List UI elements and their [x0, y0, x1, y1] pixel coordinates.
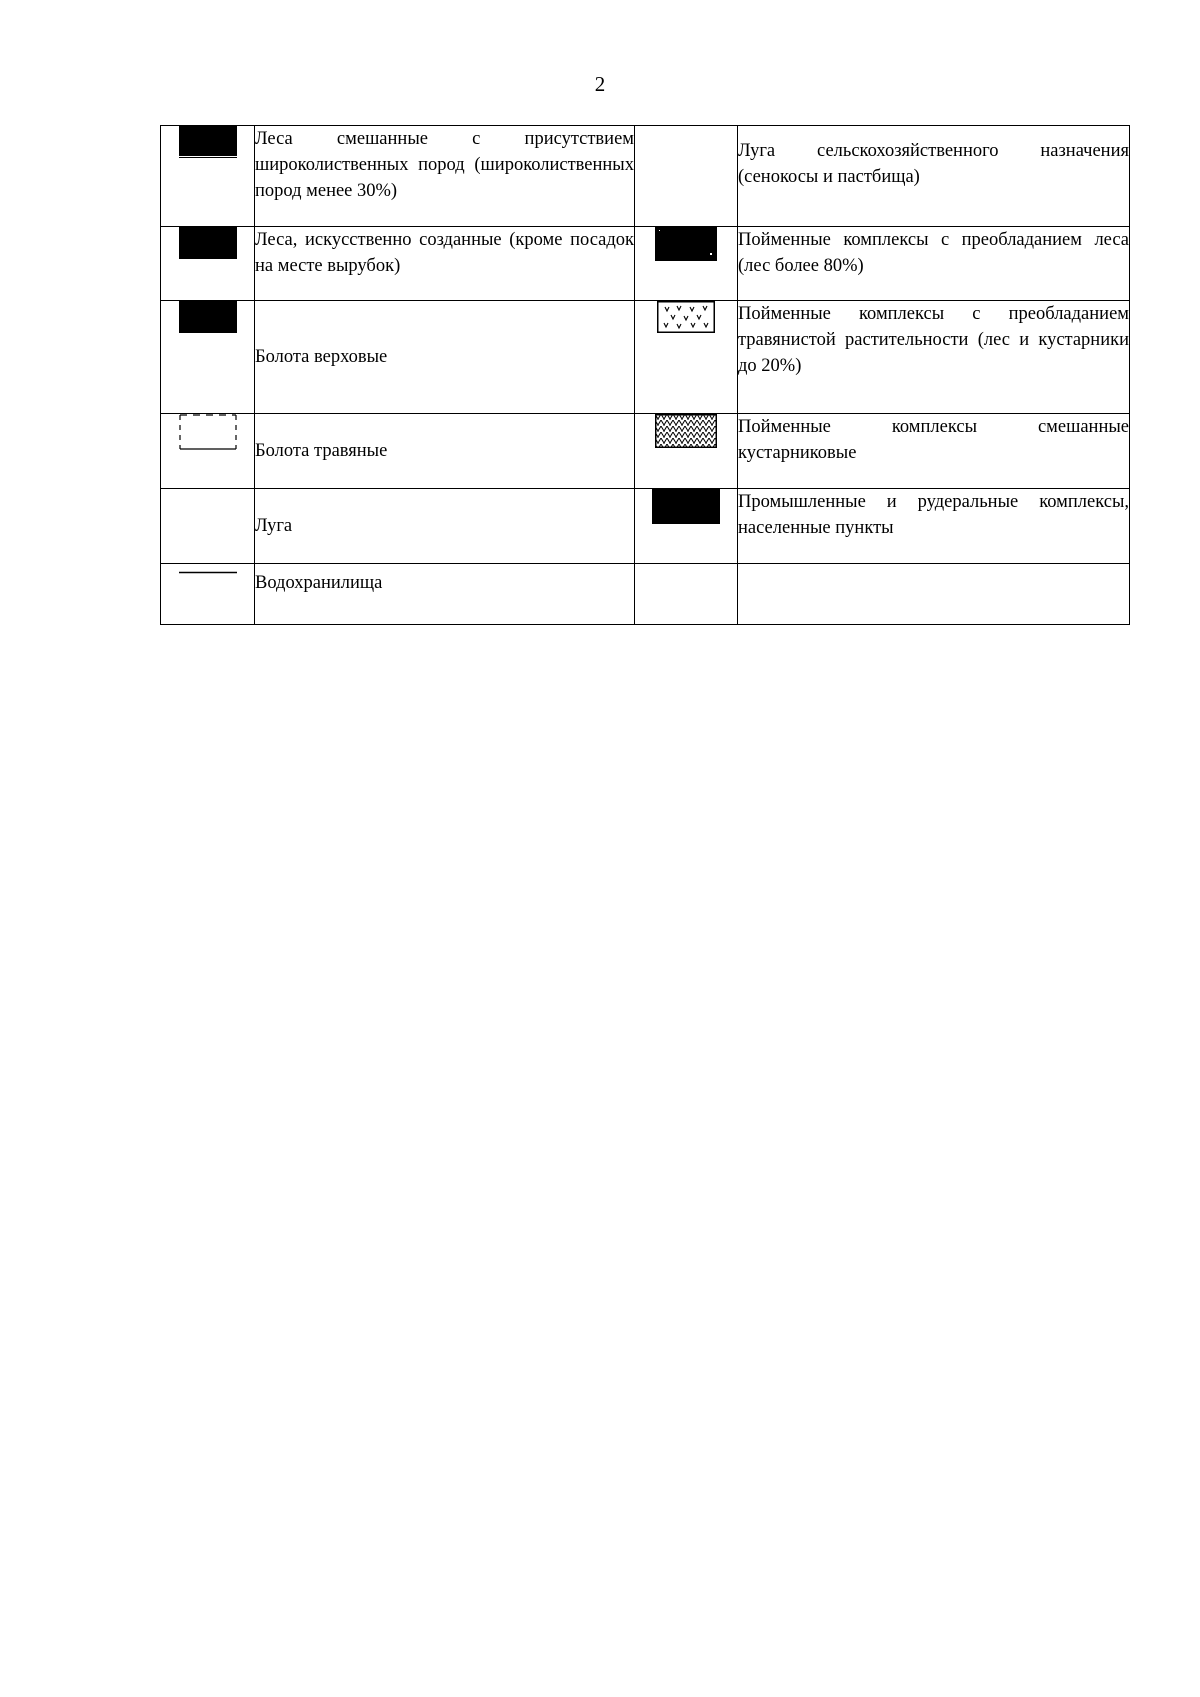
- legend-label: Болота верховые: [255, 301, 635, 414]
- legend-label: Пойменные комплексы с преобладанием травянистой растительности (лес и кустарники до 20%): [738, 301, 1130, 414]
- dashed-box-symbol: [179, 414, 237, 450]
- legend-symbol-cell: [635, 414, 738, 489]
- grass-pattern-symbol: [657, 301, 715, 333]
- legend-label: Луга: [255, 489, 635, 564]
- legend-label-empty: [738, 564, 1130, 625]
- line-symbol: [179, 571, 237, 575]
- legend-row: [161, 126, 1130, 227]
- legend-row: [161, 489, 1130, 564]
- legend-label: Леса смешанные с присутствием широколиственных пород (широколиственных пород менее 30%): [255, 126, 635, 227]
- legend-row: [161, 564, 1130, 625]
- legend-row: [161, 227, 1130, 301]
- page-number: 2: [594, 72, 606, 96]
- shrub-pattern-symbol: [655, 414, 717, 448]
- legend-label: Леса, искусственно созданные (кроме посадок на месте вырубок): [255, 227, 635, 301]
- legend-label: Промышленные и рудеральные комплексы, населенные пункты: [738, 489, 1130, 564]
- legend-symbol-cell: [635, 489, 738, 564]
- legend-symbol-cell: [161, 564, 255, 625]
- black-box-symbol: [655, 227, 717, 261]
- legend-label: Болота травяные: [255, 414, 635, 489]
- legend-symbol-cell: [635, 301, 738, 414]
- legend-row: [161, 414, 1130, 489]
- legend-table: [160, 125, 1130, 625]
- legend-symbol-cell: [161, 301, 255, 414]
- legend-row: [161, 301, 1130, 414]
- legend-label: Водохранилища: [255, 564, 635, 625]
- legend-symbol-cell-empty: [161, 489, 255, 564]
- legend-symbol-cell: [161, 414, 255, 489]
- legend-symbol-cell-empty: [635, 564, 738, 625]
- legend-symbol-cell: [161, 227, 255, 301]
- legend-symbol-cell: [635, 227, 738, 301]
- legend-symbol-cell-empty: [635, 126, 738, 227]
- black-box-symbol: [179, 227, 237, 259]
- black-box-symbol: [179, 301, 237, 333]
- legend-label: Пойменные комплексы смешанные кустарниковые: [738, 414, 1130, 489]
- black-box-symbol: [179, 126, 237, 158]
- legend-label: Луга сельскохозяйственного назначения (сенокосы и пастбища): [738, 126, 1130, 227]
- legend-symbol-cell: [161, 126, 255, 227]
- black-box-symbol: [652, 489, 720, 524]
- legend-label: Пойменные комплексы с преобладанием леса (лес более 80%): [738, 227, 1130, 301]
